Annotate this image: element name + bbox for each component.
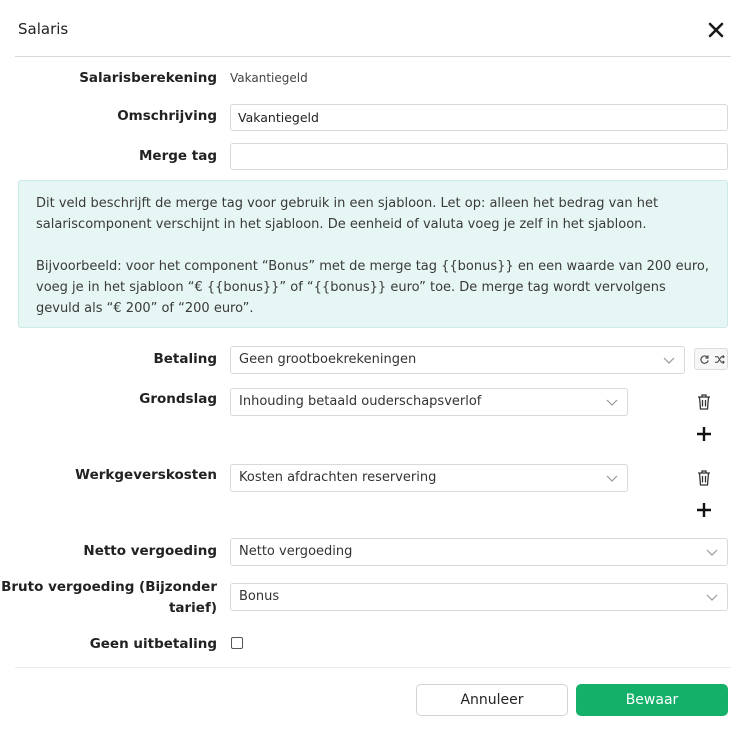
betaling-select[interactable] — [230, 346, 685, 374]
bruto-vergoeding-select-value: Bonus — [239, 589, 280, 604]
merge-tag-label: Merge tag — [139, 148, 217, 164]
betaling-actions-button[interactable] — [694, 348, 728, 370]
refresh-icon — [699, 354, 710, 365]
footer-divider — [15, 667, 731, 668]
chevron-down-icon — [606, 397, 618, 407]
salarisberekening-value: Vakantiegeld — [230, 71, 308, 85]
geen-uitbetaling-label: Geen uitbetaling — [89, 636, 217, 652]
chevron-down-icon — [663, 355, 675, 365]
werkgeverskosten-label: Werkgeverskosten — [75, 467, 217, 483]
grondslag-select-value: Inhouding betaald ouderschapsverlof — [239, 394, 482, 409]
header-divider — [15, 56, 731, 57]
betaling-select-value: Geen grootboekrekeningen — [239, 352, 417, 367]
netto-vergoeding-select[interactable] — [230, 538, 728, 566]
bruto-vergoeding-select[interactable] — [230, 583, 728, 611]
salarisberekening-label: Salarisberekening — [79, 70, 217, 86]
grondslag-label: Grondslag — [139, 391, 217, 407]
bruto-vergoeding-label-line2: tarief) — [168, 600, 217, 616]
netto-vergoeding-label: Netto vergoeding — [83, 543, 217, 559]
plus-icon[interactable] — [694, 500, 714, 520]
chevron-down-icon — [706, 547, 718, 557]
dialog-header — [0, 0, 746, 57]
chevron-down-icon — [706, 592, 718, 602]
omschrijving-label: Omschrijving — [117, 108, 217, 124]
info-paragraph-1: Dit veld beschrijft de merge tag voor gebruik in een sjabloon. Let op: alleen het bedrag van het salariscomponent verschijnt in het sjabloon. De eenheid of valuta voeg je zelf in het sjabloon. — [36, 196, 659, 232]
plus-icon[interactable] — [694, 424, 714, 444]
cancel-button[interactable]: Annuleer — [416, 684, 568, 716]
bruto-vergoeding-label — [0, 577, 217, 619]
werkgeverskosten-select-value: Kosten afdrachten reservering — [239, 470, 437, 485]
close-icon[interactable] — [704, 18, 728, 42]
merge-tag-input[interactable] — [230, 143, 728, 170]
save-button[interactable]: Bewaar — [576, 684, 728, 716]
shuffle-icon — [714, 354, 725, 365]
chevron-down-icon — [606, 473, 618, 483]
omschrijving-input[interactable]: Vakantiegeld — [230, 104, 728, 131]
info-paragraph-2: Bijvoorbeeld: voor het component “Bonus” met de merge tag {{bonus}} en een waarde van 200 euro, voeg je in het sjabloon “€ {{bonus}}” of “{{bonus}} euro” toe. De merge tag wordt vervolgens gevuld als “€ 200” of “200 euro”. — [36, 259, 709, 316]
dialog-title: Salaris — [18, 20, 69, 38]
betaling-label: Betaling — [153, 351, 217, 367]
grondslag-select[interactable] — [230, 388, 628, 416]
bruto-vergoeding-label-line1: Bruto vergoeding (Bijzonder — [1, 579, 217, 595]
geen-uitbetaling-checkbox[interactable] — [231, 637, 243, 649]
netto-vergoeding-select-value: Netto vergoeding — [239, 544, 353, 559]
trash-icon[interactable] — [694, 468, 714, 488]
trash-icon[interactable] — [694, 392, 714, 412]
werkgeverskosten-select[interactable] — [230, 464, 628, 492]
merge-tag-info-box — [18, 180, 728, 328]
